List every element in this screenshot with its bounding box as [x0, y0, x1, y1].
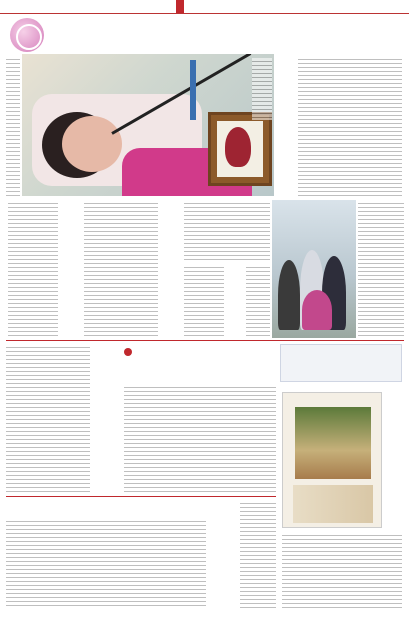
photo-caption [358, 200, 404, 338]
artwork-image [282, 392, 382, 528]
article-text-block [84, 200, 158, 336]
main-photo [22, 54, 274, 196]
article-text-block [124, 384, 276, 492]
bullet-icon [124, 348, 132, 356]
article-text-block [240, 500, 276, 608]
article-text-block [6, 344, 90, 494]
section-logo-icon [10, 18, 44, 52]
article-text-block [246, 264, 270, 338]
article-text-block [298, 56, 402, 196]
article-text-block [6, 518, 206, 608]
divider [6, 340, 404, 341]
photo-caption [252, 58, 272, 120]
photo-caption-column [6, 56, 20, 196]
article-text-block [8, 200, 58, 336]
series-banner [280, 344, 402, 382]
divider [6, 496, 276, 497]
article-text-block [184, 200, 270, 260]
family-photo [272, 200, 356, 338]
page-header [0, 0, 409, 14]
article-text-block [282, 532, 402, 608]
masthead [176, 0, 184, 13]
article-text-block [184, 264, 224, 338]
